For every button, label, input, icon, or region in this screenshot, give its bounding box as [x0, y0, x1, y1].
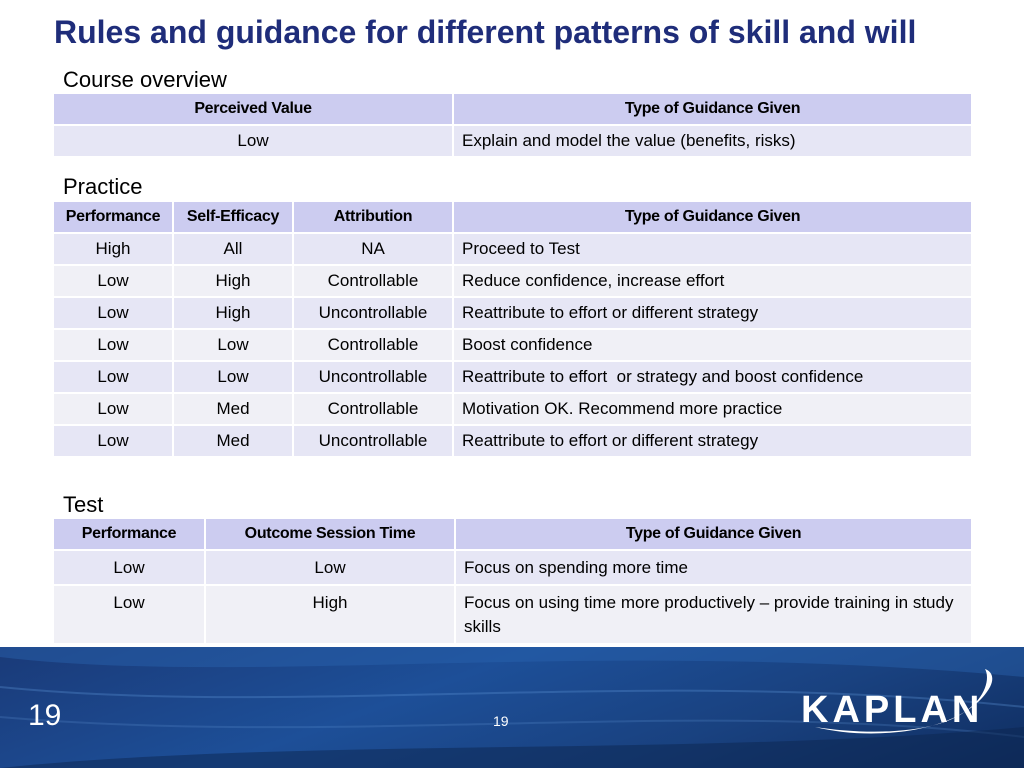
- table-row: [53, 361, 972, 393]
- cell-performance: Low: [53, 265, 173, 297]
- practice-table: [52, 200, 973, 458]
- table-row: [53, 329, 972, 361]
- cell-guidance: Reattribute to effort or different strategy: [453, 297, 972, 329]
- cell-guidance: Reattribute to effort or different strategy: [453, 425, 972, 457]
- table-row: [53, 550, 972, 585]
- cell-self-efficacy: High: [173, 297, 293, 329]
- cell-outcome-session-time: Low: [205, 550, 455, 585]
- footer-band: [0, 647, 1024, 768]
- table-row: [53, 393, 972, 425]
- cell-guidance: Explain and model the value (benefits, risks): [453, 125, 972, 157]
- cell-guidance: Reattribute to effort or strategy and boost confidence: [453, 361, 972, 393]
- cell-performance: Low: [53, 585, 205, 644]
- cell-self-efficacy: Med: [173, 425, 293, 457]
- cell-self-efficacy: Low: [173, 361, 293, 393]
- table-header-row: [53, 201, 972, 233]
- cell-performance: Low: [53, 329, 173, 361]
- table-row: [53, 233, 972, 265]
- cell-performance: Low: [53, 425, 173, 457]
- cell-self-efficacy: Low: [173, 329, 293, 361]
- section-label-practice: Practice: [63, 174, 143, 199]
- table-row: [53, 265, 972, 297]
- header-performance: Performance: [53, 518, 205, 550]
- cell-performance: High: [53, 233, 173, 265]
- course-overview-table: [52, 92, 973, 158]
- section-label-course-overview: Course overview: [63, 67, 227, 92]
- cell-performance: Low: [53, 297, 173, 329]
- cell-attribution: Uncontrollable: [293, 297, 453, 329]
- cell-performance: Low: [53, 550, 205, 585]
- cell-outcome-session-time: High: [205, 585, 455, 644]
- header-performance: Performance: [53, 201, 173, 233]
- logo-text: KAPLAN: [801, 689, 984, 731]
- table-row: [53, 125, 972, 157]
- cell-guidance: Focus on using time more productively – provide training in study skills: [455, 585, 972, 644]
- cell-guidance: Boost confidence: [453, 329, 972, 361]
- cell-performance: Low: [53, 361, 173, 393]
- cell-attribution: NA: [293, 233, 453, 265]
- section-label-test: Test: [63, 492, 104, 517]
- header-self-efficacy: Self-Efficacy: [173, 201, 293, 233]
- cell-self-efficacy: High: [173, 265, 293, 297]
- cell-attribution: Controllable: [293, 329, 453, 361]
- cell-self-efficacy: All: [173, 233, 293, 265]
- header-type-of-guidance: Type of Guidance Given: [453, 93, 972, 125]
- header-outcome-session-time: Outcome Session Time: [205, 518, 455, 550]
- cell-performance: Low: [53, 393, 173, 425]
- cell-attribution: Uncontrollable: [293, 361, 453, 393]
- table-row: [53, 425, 972, 457]
- kaplan-logo: [795, 667, 1005, 737]
- cell-guidance: Motivation OK. Recommend more practice: [453, 393, 972, 425]
- table-header-row: [53, 93, 972, 125]
- slide-number-small: 19: [493, 713, 509, 729]
- test-table: [52, 517, 973, 645]
- cell-guidance: Reduce confidence, increase effort: [453, 265, 972, 297]
- table-row: [53, 585, 972, 644]
- header-attribution: Attribution: [293, 201, 453, 233]
- table-header-row: [53, 518, 972, 550]
- header-type-of-guidance: Type of Guidance Given: [455, 518, 972, 550]
- cell-guidance: Proceed to Test: [453, 233, 972, 265]
- header-type-of-guidance: Type of Guidance Given: [453, 201, 972, 233]
- table-row: [53, 297, 972, 329]
- header-perceived-value: Perceived Value: [53, 93, 453, 125]
- cell-attribution: Controllable: [293, 393, 453, 425]
- slide-title: Rules and guidance for different patterns of skill and will: [54, 14, 917, 50]
- cell-perceived-value: Low: [53, 125, 453, 157]
- cell-attribution: Uncontrollable: [293, 425, 453, 457]
- cell-attribution: Controllable: [293, 265, 453, 297]
- cell-self-efficacy: Med: [173, 393, 293, 425]
- slide-number-large: 19: [28, 699, 62, 732]
- cell-guidance: Focus on spending more time: [455, 550, 972, 585]
